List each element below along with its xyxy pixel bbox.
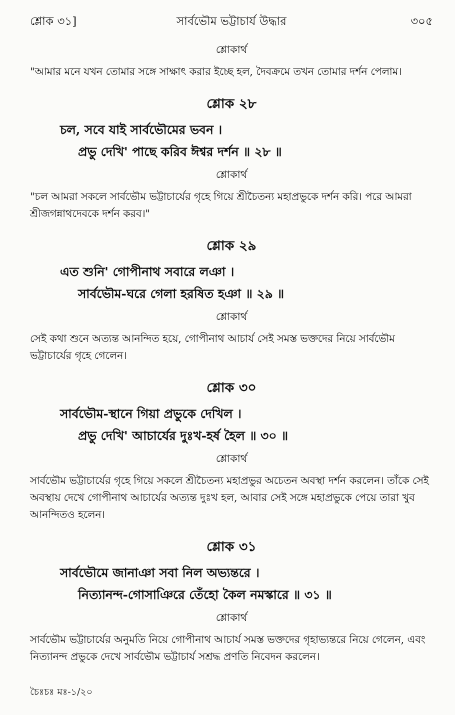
header-verse-ref: শ্লোক ৩১] — [30, 14, 77, 28]
gloss-heading: শ্লোকার্থ — [215, 44, 248, 56]
verse-line: নিত্যানন্দ-গোসাঞিরে তেঁহো কৈল নমস্কারে ॥ ৩১ ॥ — [78, 587, 332, 602]
gloss-text: "চল আমরা সকলে সার্বভৌম ভট্টাচার্যের গৃহে গিয়ে শ্রীচৈতন্য মহাপ্রভুকে দর্শন করি। পরে আমরা শ্রীজগন্নাথদেবকে দর্শন করব।" — [30, 191, 412, 220]
gloss-heading: শ্লোকার্থ — [215, 311, 248, 323]
verse-line: সার্বভৌমে জানাঞা সবা নিল অভ্যন্তরে । — [60, 565, 260, 580]
verse-line: সার্বভৌম-ঘরে গেলা হরষিত হঞা ॥ ২৯ ॥ — [78, 286, 285, 301]
verse-line: এত শুনি' গোপীনাথ সবারে লঞা । — [60, 264, 235, 279]
verse-heading: শ্লোক ৩১ — [206, 539, 257, 555]
gloss-heading: শ্লোকার্থ — [215, 453, 248, 465]
verse-heading: শ্লোক ৩০ — [206, 380, 257, 396]
verse-heading: শ্লোক ২৯ — [206, 238, 257, 254]
page-number: ৩০৫ — [410, 14, 433, 28]
gloss-heading: শ্লোকার্থ — [215, 612, 248, 624]
verse-line: সার্বভৌম-স্থানে গিয়া প্রভুকে দেখিল । — [60, 406, 242, 421]
verse-line: প্রভু দেখি' পাছে করিব ঈশ্বর দর্শন ॥ ২৮ ॥ — [78, 144, 282, 159]
gloss-text: "আমার মনে যখন তোমার সঙ্গে সাক্ষাৎ করার ইচ্ছে হল, দৈবক্রমে তখন তোমার দর্শন পেলাম। — [30, 66, 402, 78]
verse-line: চল, সবে যাই সার্বভৌমের ভবন । — [60, 122, 223, 137]
verse-line: প্রভু দেখি' আচার্যের দুঃখ-হর্ষ হৈল ॥ ৩০ ॥ — [78, 428, 288, 443]
gloss-text: সার্বভৌম ভট্টাচার্যের অনুমতি নিয়ে গোপীনাথ আচার্য সমস্ত ভক্তদের গৃহাভ্যন্তরে নিয়ে গেলেন, এবং নিত্যানন্দ প্রভুকে দেখে সার্বভৌম ভট্টাচার্য সশ্রদ্ধ প্রণতি নিবেদন করলেন। — [30, 634, 426, 663]
gloss-text: সেই কথা শুনে অত্যন্ত আনন্দিত হয়ে, গোপীনাথ আচার্য সেই সমস্ত ভক্তদের নিয়ে সার্বভৌম ভট্টাচার্যের গৃহে গেলেন। — [30, 333, 395, 362]
gloss-text: সার্বভৌম ভট্টাচার্যের গৃহে গিয়ে সকলে শ্রীচৈতন্য মহাপ্রভুর অচেতন অবস্থা দর্শন করলেন। তাঁকে সেই অবস্থায় দেখে গোপীনাথ আচার্যের অত্যন্ত দুঃখ হল, আবার সেই সঙ্গে মহাপ্রভুকে পেয়ে তারা খুব আনন্দিতও হলেন। — [30, 475, 429, 521]
verse-heading: শ্লোক ২৮ — [206, 96, 257, 112]
page-footer-signature: চৈঃচঃ মঃ-১/২০ — [30, 687, 93, 698]
header-chapter-title: সার্বভৌম ভট্টাচার্য উদ্ধার — [176, 14, 287, 28]
running-header — [30, 13, 433, 29]
gloss-heading: শ্লোকার্থ — [215, 169, 248, 181]
page-content — [30, 37, 433, 666]
